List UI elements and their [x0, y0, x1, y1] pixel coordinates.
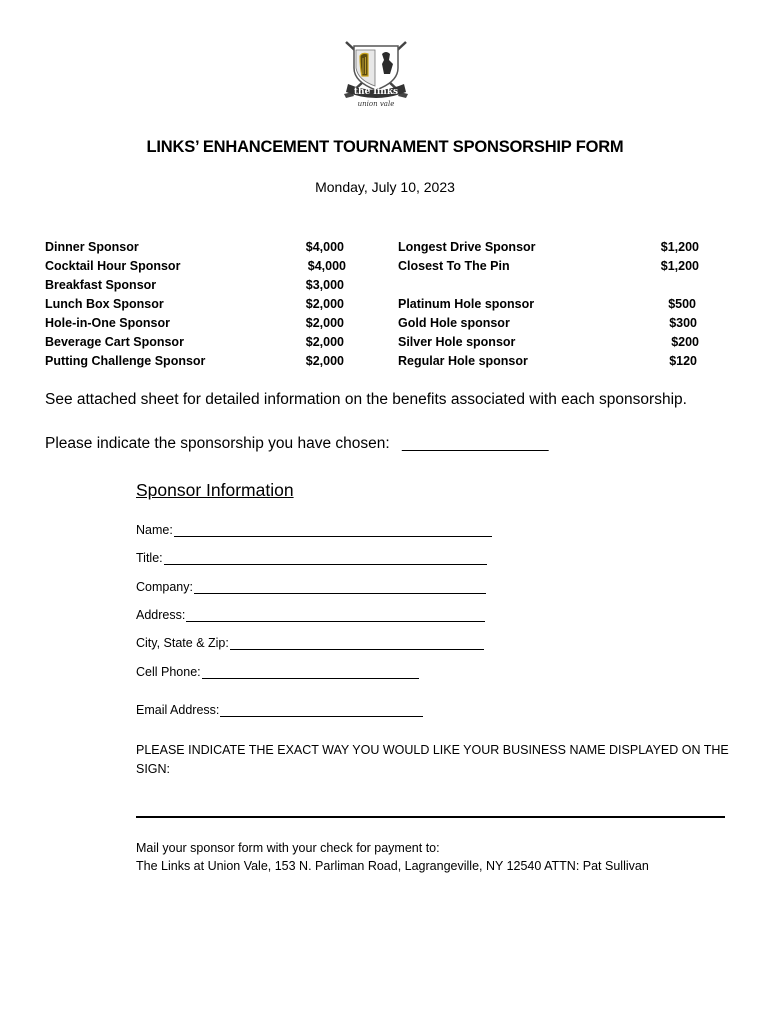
sponsorship-item	[45, 257, 350, 276]
title-field	[136, 551, 487, 565]
name-input-line[interactable]	[174, 524, 492, 537]
city-state-zip-label: City, State & Zip:	[136, 636, 229, 650]
sponsorship-name: Dinner Sponsor	[45, 240, 139, 254]
sponsorship-choice-prompt	[45, 435, 549, 453]
cell-phone-input-line[interactable]	[202, 666, 419, 679]
sponsorship-price: $4,000	[307, 259, 346, 273]
business-name-input-line[interactable]	[136, 816, 725, 818]
attached-sheet-note: See attached sheet for detailed information on the benefits associated with each sponsorship.	[45, 391, 687, 408]
form-title: LINKS’ ENHANCEMENT TOURNAMENT SPONSORSHIP FORM	[146, 138, 624, 156]
sponsorship-price: $2,000	[305, 354, 344, 368]
cell-phone-field	[136, 665, 419, 679]
address-input-line[interactable]	[186, 609, 485, 622]
business-name-instruction: PLEASE INDICATE THE EXACT WAY YOU WOULD LIKE YOUR BUSINESS NAME DISPLAYED ON THE SIGN:	[136, 743, 729, 776]
sponsorship-price: $2,000	[305, 297, 344, 311]
mailing-line-1: Mail your sponsor form with your check for payment to:	[136, 841, 440, 855]
city-state-zip-input-line[interactable]	[230, 637, 484, 650]
sponsorship-price: $3,000	[305, 278, 344, 292]
title-label: Title:	[136, 551, 163, 565]
address-field	[136, 608, 485, 622]
sponsorship-price: $2,000	[305, 316, 344, 330]
event-date: Monday, July 10, 2023	[315, 179, 455, 195]
sponsorship-name: Beverage Cart Sponsor	[45, 335, 184, 349]
the-links-union-vale-crest-icon	[340, 38, 412, 110]
sponsorship-item	[398, 257, 703, 276]
email-input-line[interactable]	[220, 704, 423, 717]
name-field	[136, 523, 492, 537]
sponsor-information-heading: Sponsor Information	[136, 480, 294, 500]
sponsorship-item	[45, 295, 350, 314]
sponsorship-name: Regular Hole sponsor	[398, 354, 528, 368]
sponsorship-item	[45, 352, 350, 371]
email-label: Email Address:	[136, 703, 220, 717]
company-label: Company:	[136, 580, 193, 594]
sponsorship-item	[398, 238, 703, 257]
sponsorship-name: Silver Hole sponsor	[398, 335, 516, 349]
sponsorship-name: Platinum Hole sponsor	[398, 297, 535, 311]
sponsorship-item	[398, 314, 703, 333]
sponsorship-price: $200	[671, 335, 699, 349]
sponsorship-price: $4,000	[305, 240, 344, 254]
sponsorship-price: $2,000	[305, 335, 344, 349]
sponsorship-choice-label: Please indicate the sponsorship you have chosen:	[45, 435, 390, 452]
sponsorship-name: Closest To The Pin	[398, 259, 510, 273]
sponsorship-item	[398, 352, 703, 371]
sponsorship-item	[45, 238, 350, 257]
sponsorship-item	[398, 295, 703, 314]
sponsorship-name: Lunch Box Sponsor	[45, 297, 164, 311]
mailing-instructions	[136, 839, 649, 875]
svg-text:the links: the links	[353, 87, 399, 97]
sponsorship-price: $1,200	[660, 259, 699, 273]
sponsorship-item	[45, 276, 350, 295]
sponsorship-name: Hole-in-One Sponsor	[45, 316, 170, 330]
sponsorship-choice-field[interactable]: _________________	[401, 435, 549, 452]
svg-text:union vale: union vale	[357, 100, 395, 108]
sponsorship-price: $300	[669, 316, 697, 330]
address-label: Address:	[136, 608, 186, 622]
sponsorship-name: Putting Challenge Sponsor	[45, 354, 206, 368]
sponsorship-name: Gold Hole sponsor	[398, 316, 510, 330]
company-field	[136, 580, 486, 594]
sponsorship-item	[45, 333, 350, 352]
name-label: Name:	[136, 523, 173, 537]
company-input-line[interactable]	[194, 581, 486, 594]
city-state-zip-field	[136, 636, 484, 650]
sponsorship-name: Cocktail Hour Sponsor	[45, 259, 181, 273]
sponsorship-item	[45, 314, 350, 333]
sponsorship-name: Breakfast Sponsor	[45, 278, 157, 292]
sponsorship-price: $500	[668, 297, 696, 311]
sponsorship-price: $120	[669, 354, 697, 368]
title-input-line[interactable]	[164, 552, 487, 565]
sponsorship-item	[398, 333, 703, 352]
cell-phone-label: Cell Phone:	[136, 665, 201, 679]
sponsorship-price: $1,200	[660, 240, 699, 254]
sponsorship-name: Longest Drive Sponsor	[398, 240, 536, 254]
mailing-address: The Links at Union Vale, 153 N. Parliman Road, Lagrangeville, NY 12540 ATTN: Pat Sullivan	[136, 859, 649, 873]
email-field	[136, 703, 423, 717]
